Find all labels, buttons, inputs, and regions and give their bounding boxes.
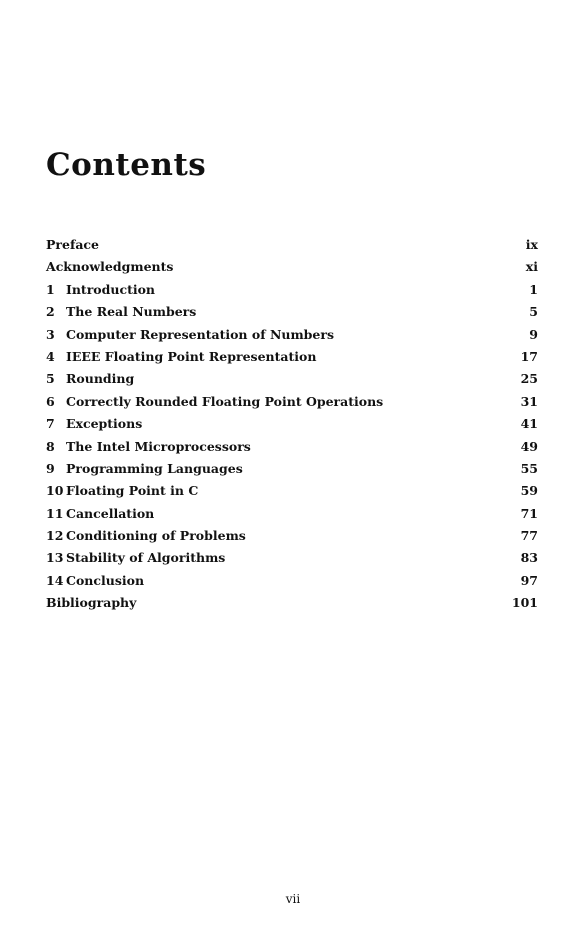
toc-entry-title: Preface: [46, 237, 99, 252]
toc-entry-page: 71: [520, 505, 538, 521]
toc-entry-title: Programming Languages: [66, 460, 243, 476]
toc-entry-page: 1: [529, 281, 538, 297]
toc-entry-page: 77: [520, 528, 538, 544]
toc-entry-number: 3: [46, 326, 55, 342]
toc-entry-number: 8: [46, 438, 55, 454]
toc-entry-chapter-8[interactable]: [46, 439, 538, 461]
toc-entry-page: 97: [520, 572, 538, 588]
toc-entry-chapter-3[interactable]: [46, 327, 538, 349]
toc-entry-title: IEEE Floating Point Representation: [66, 348, 317, 364]
toc-entry-title: Acknowledgments: [46, 259, 174, 275]
toc-entry-title: The Real Numbers: [66, 304, 197, 320]
toc-entry-page: 55: [520, 460, 538, 476]
toc-entry-title: The Intel Microprocessors: [66, 438, 251, 454]
toc-entry-number: 1: [46, 281, 55, 297]
toc-entry-chapter-6[interactable]: [46, 394, 538, 416]
toc-entry-title: Cancellation: [66, 505, 155, 521]
toc-entry-number: 12: [46, 528, 64, 544]
toc-entry-page: 83: [520, 550, 538, 566]
table-of-contents: [46, 237, 538, 618]
toc-entry-chapter-4[interactable]: [46, 349, 538, 371]
toc-entry-number: 5: [46, 371, 55, 387]
toc-entry-page: 31: [520, 393, 538, 409]
toc-entry-page: 9: [529, 326, 538, 342]
toc-entry-number: 14: [46, 572, 64, 588]
toc-entry-chapter-9[interactable]: [46, 461, 538, 483]
toc-entry-page: 59: [520, 483, 538, 499]
toc-entry-page: 101: [511, 595, 538, 611]
page-number: vii: [285, 892, 301, 906]
toc-entry-title: Introduction: [66, 281, 156, 297]
toc-entry-chapter-13[interactable]: [46, 550, 538, 572]
toc-entry-chapter-5[interactable]: [46, 371, 538, 393]
toc-entry-chapter-2[interactable]: [46, 304, 538, 326]
toc-entry-title: Stability of Algorithms: [66, 550, 226, 566]
toc-entry-title: Conditioning of Problems: [66, 528, 246, 544]
toc-entry-acknowledgments[interactable]: [46, 259, 538, 281]
page-title: Contents: [46, 147, 207, 183]
toc-entry-chapter-11[interactable]: [46, 506, 538, 528]
toc-entry-number: 6: [46, 393, 55, 409]
toc-entry-bibliography[interactable]: [46, 595, 538, 617]
toc-entry-page: 41: [520, 416, 538, 432]
toc-entry-chapter-12[interactable]: [46, 528, 538, 550]
toc-entry-number: 7: [46, 416, 55, 432]
toc-entry-title: Correctly Rounded Floating Point Operations: [66, 393, 384, 409]
toc-entry-chapter-14[interactable]: [46, 573, 538, 595]
toc-entry-title: Floating Point in C: [66, 483, 199, 499]
toc-entry-title: Exceptions: [66, 416, 143, 432]
toc-entry-chapter-10[interactable]: [46, 483, 538, 505]
toc-entry-page: xi: [525, 259, 538, 275]
toc-entry-number: 2: [46, 304, 55, 320]
toc-entry-page: 5: [529, 304, 538, 320]
toc-entry-title: Conclusion: [66, 572, 145, 588]
toc-entry-page: 49: [520, 438, 538, 454]
toc-entry-number: 11: [46, 505, 64, 521]
toc-entry-page: ix: [525, 237, 538, 252]
toc-entry-number: 4: [46, 348, 55, 364]
toc-entry-title: Rounding: [66, 371, 135, 387]
toc-entry-chapter-1[interactable]: [46, 282, 538, 304]
toc-entry-number: 13: [46, 550, 64, 566]
toc-entry-page: 17: [520, 348, 538, 364]
toc-entry-page: 25: [520, 371, 538, 387]
toc-entry-preface[interactable]: [46, 237, 538, 259]
toc-entry-chapter-7[interactable]: [46, 416, 538, 438]
toc-entry-number: 10: [46, 483, 64, 499]
toc-entry-number: 9: [46, 460, 55, 476]
toc-entry-title: Computer Representation of Numbers: [66, 326, 334, 342]
toc-entry-title: Bibliography: [46, 595, 137, 611]
